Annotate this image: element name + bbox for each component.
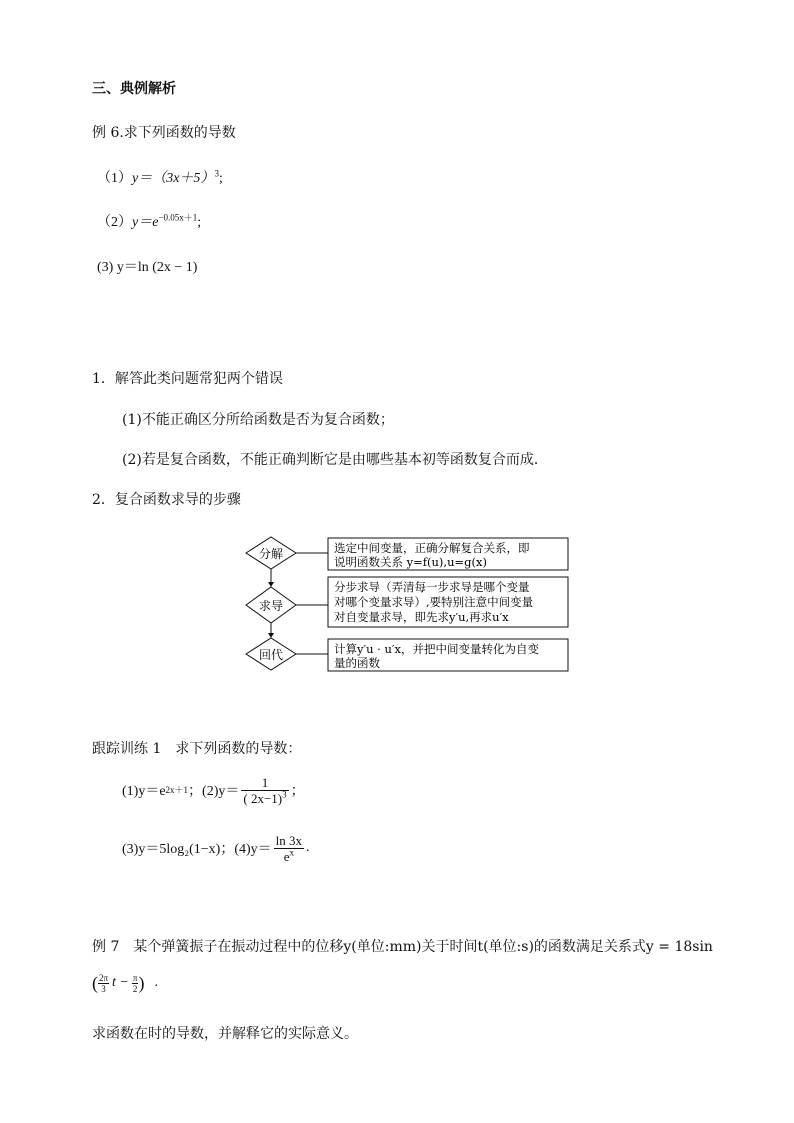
fraction-2: $\frac{\ln 3x}{e^x}$ [275, 832, 303, 864]
desc-derive-line-3: 对自变量求导，即先求y′u,再求u′x [334, 610, 509, 624]
example6-item-2: $(2)y=e^{-0.05x+1}$; [97, 212, 202, 230]
node-label-substitute: 回代 [258, 648, 284, 662]
desc-derive-line-2: 对哪个变量求导）,要特别注意中间变量 [334, 595, 534, 609]
example7-line-1: 例 7 某个弹簧振子在振动过程中的位移y(单位:mm)关于时间t(单位:s)的函数满足关系式y = 18sin [92, 939, 713, 955]
fraction-1: $\frac{1}{( 2x-1)^3}$ [243, 774, 287, 806]
desc-derive-line-1: 分步求导（弄清每一步求导是哪个变量 [334, 580, 530, 594]
training1-row-2: (3)y＝5log₂(1−x)；(4)y＝ $\frac{\ln 3x}{e^x}$ . [122, 832, 310, 864]
section-heading: 三、典例解析 [92, 81, 176, 97]
training1-title: 跟踪训练 1 求下列函数的导数： [92, 741, 302, 757]
fraction-2pi-3: $\frac{2\pi}{3}$ [99, 972, 109, 994]
desc-substitute-line-2: 量的函数 [334, 656, 380, 670]
desc-substitute-line-1: 计算y′u · u′x，并把中间变量转化为自变 [334, 642, 539, 656]
fraction-pi-2: $\frac{\pi}{2}$ [132, 972, 138, 994]
flowchart [244, 535, 572, 675]
arrow-head-2 [268, 633, 274, 638]
example7-question: 求函数在时的导数，并解释它的实际意义。 [92, 1026, 358, 1042]
example6-title: 例 6.求下列函数的导数 [92, 125, 236, 141]
training1-row-1: (1)y＝e 2x＋1 ；(2)y＝ $\frac{1}{( 2x-1)^3}$ ； [122, 774, 305, 806]
example7-line-2: ( $\frac{2\pi}{3}$ t − $\frac{\pi}{2}$ ) . [92, 972, 158, 994]
desc-decompose-line-2: 说明函数关系 y=f(u),u=g(x) [334, 555, 487, 569]
errors-title: 1．解答此类问题常犯两个错误 [92, 371, 283, 387]
node-label-derive: 求导 [258, 599, 284, 613]
error-item-1: (1)不能正确区分所给函数是否为复合函数； [122, 412, 394, 428]
error-item-2: (2)若是复合函数，不能正确判断它是由哪些基本初等函数复合而成． [122, 452, 548, 468]
steps-title: 2．复合函数求导的步骤 [92, 492, 241, 508]
desc-decompose-line-1: 选定中间变量，正确分解复合关系，即 [334, 541, 530, 555]
node-label-decompose: 分解 [258, 547, 284, 561]
arrow-head-1 [268, 582, 274, 587]
example6-item-3: (3) y＝ln (2x − 1) [97, 260, 198, 275]
example6-item-1: $(1)y=(3x+5)^3$; [97, 168, 223, 186]
